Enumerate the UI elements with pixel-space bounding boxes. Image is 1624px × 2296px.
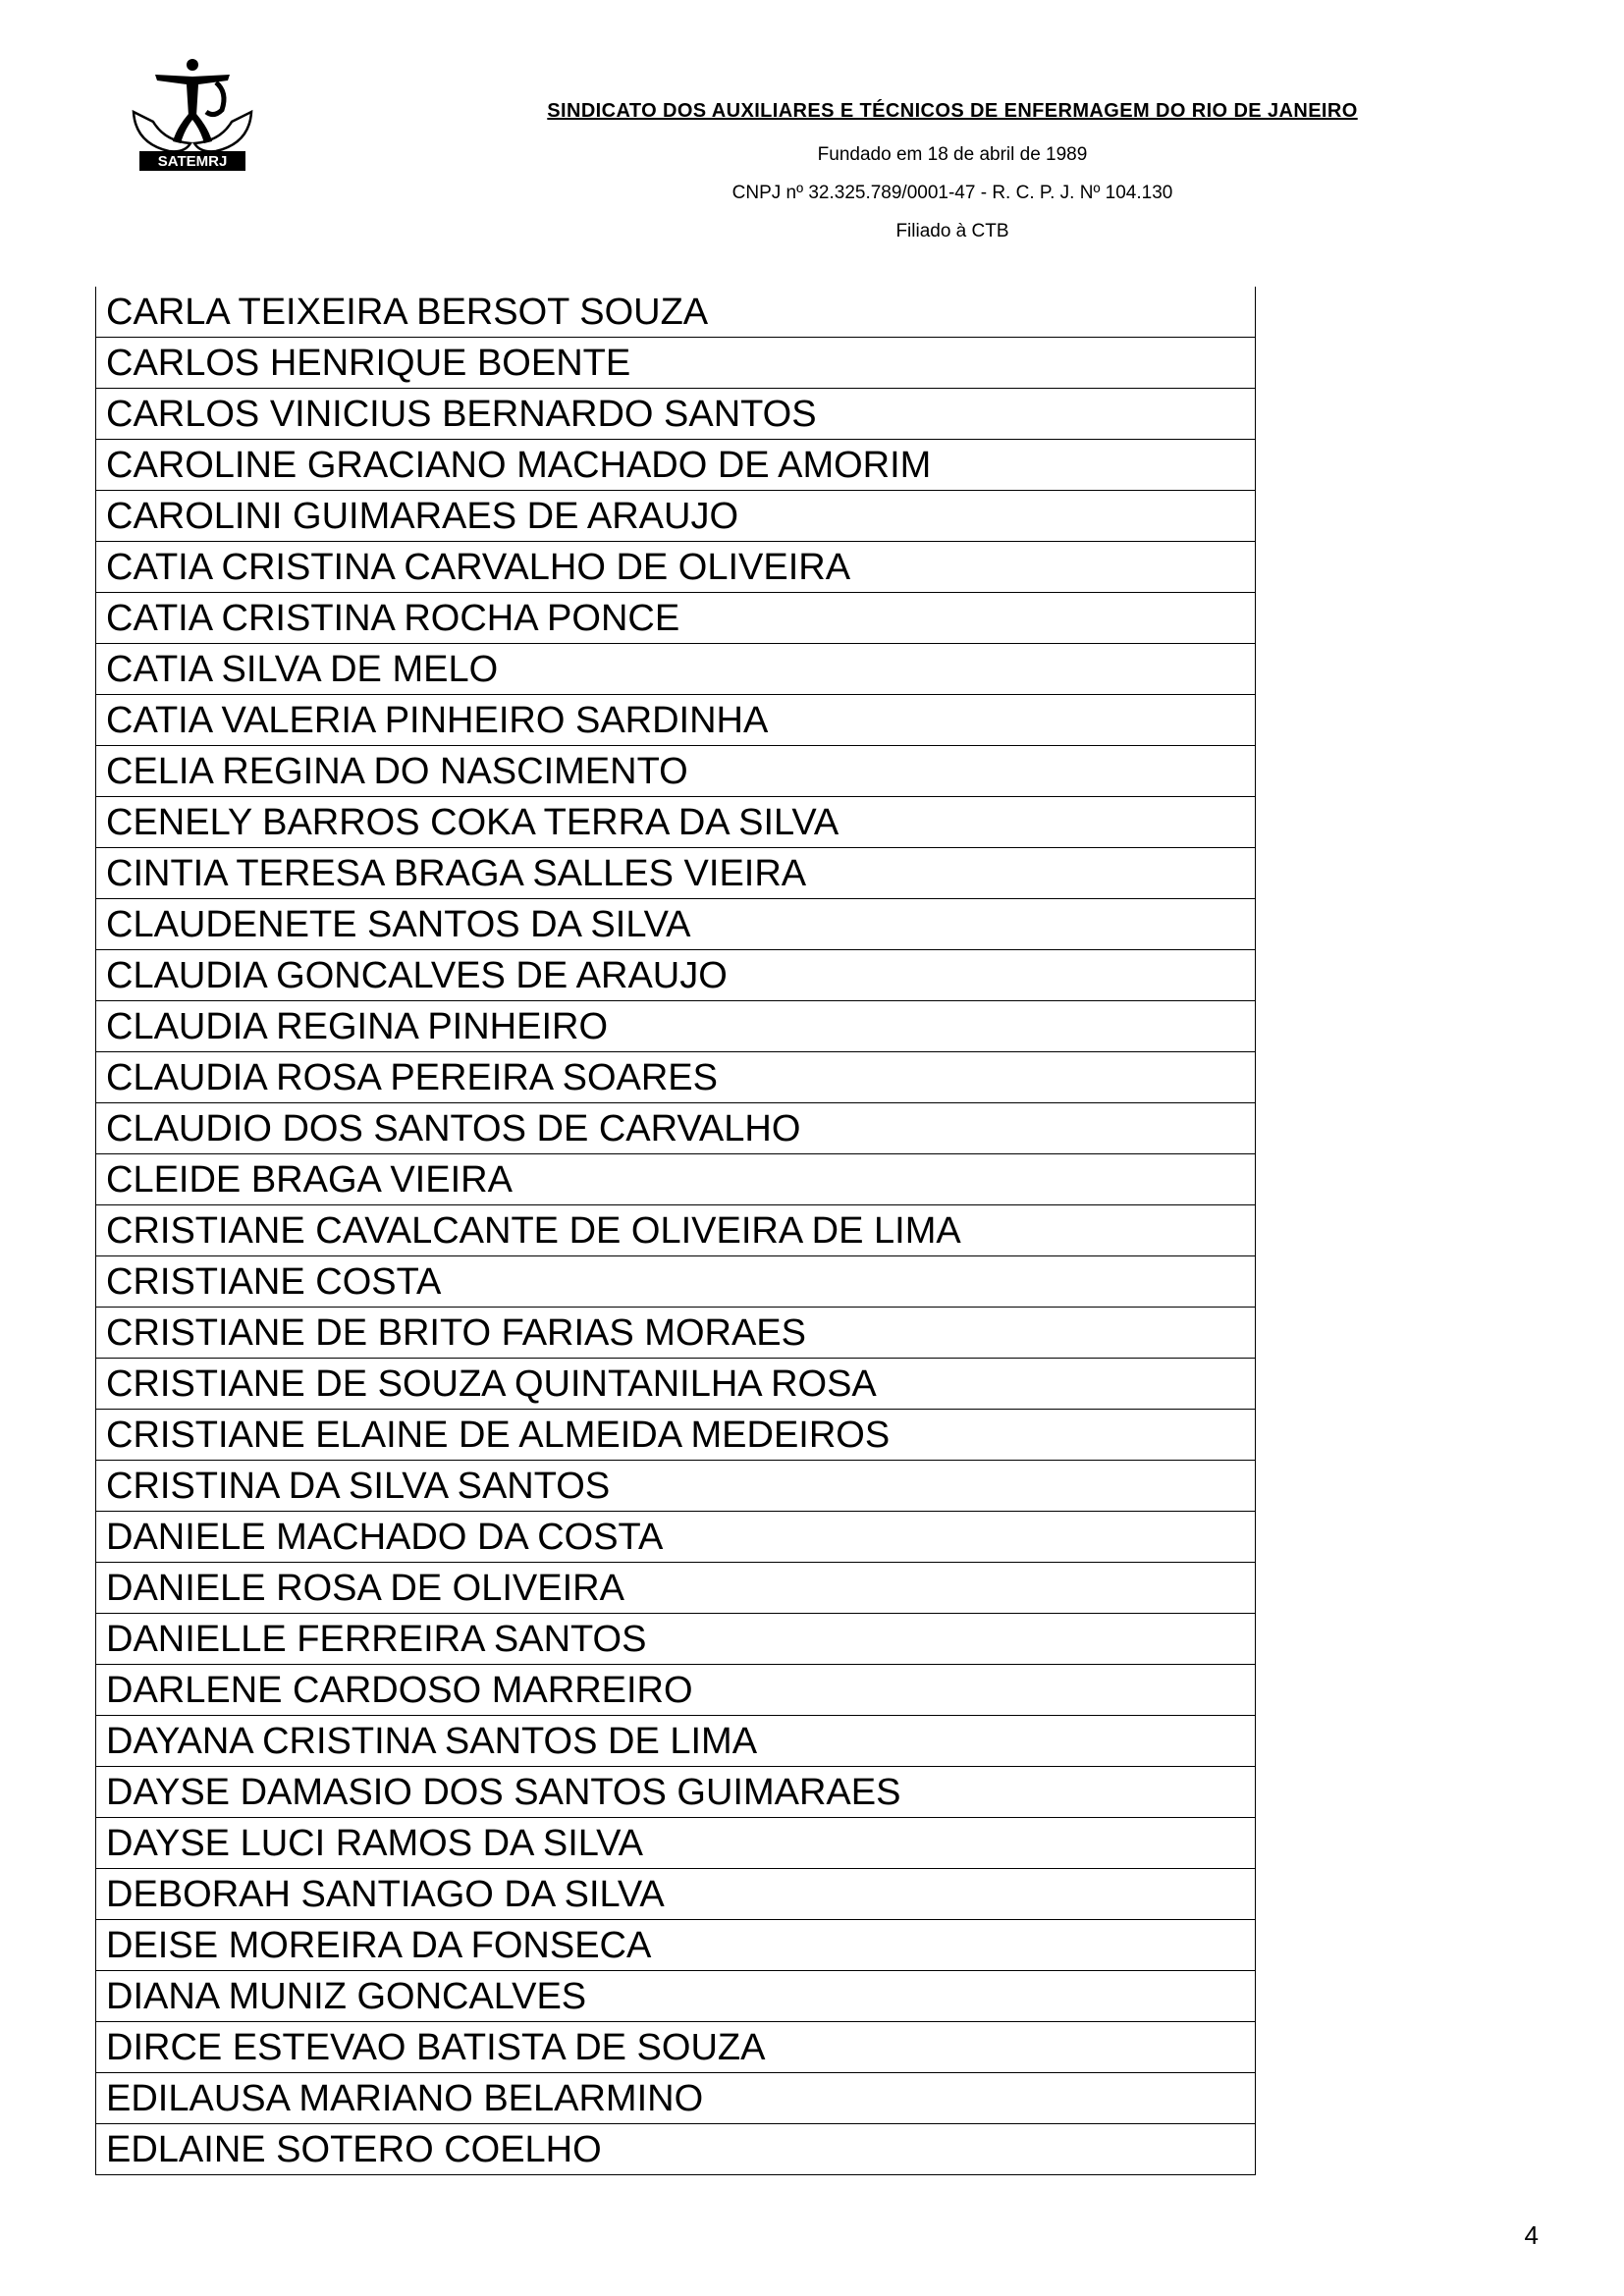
name-cell: DANIELE ROSA DE OLIVEIRA — [96, 1563, 1256, 1614]
table-row — [96, 1461, 1256, 1512]
name-cell: CRISTIANE DE BRITO FARIAS MORAES — [96, 1308, 1256, 1359]
table-row — [96, 1971, 1256, 2022]
table-row — [96, 644, 1256, 695]
table-row — [96, 593, 1256, 644]
table-row — [96, 1920, 1256, 1971]
table-row — [96, 1512, 1256, 1563]
name-cell: DIRCE ESTEVAO BATISTA DE SOUZA — [96, 2022, 1256, 2073]
name-cell: DAYSE LUCI RAMOS DA SILVA — [96, 1818, 1256, 1869]
table-row — [96, 2073, 1256, 2124]
table-row — [96, 1767, 1256, 1818]
table-row — [96, 1359, 1256, 1410]
table-row — [96, 440, 1256, 491]
table-row — [96, 1563, 1256, 1614]
name-cell: CRISTIANE ELAINE DE ALMEIDA MEDEIROS — [96, 1410, 1256, 1461]
name-cell: CLAUDIO DOS SANTOS DE CARVALHO — [96, 1103, 1256, 1154]
table-row — [96, 848, 1256, 899]
name-cell: CLAUDIA ROSA PEREIRA SOARES — [96, 1052, 1256, 1103]
table-row — [96, 1818, 1256, 1869]
table-row — [96, 1665, 1256, 1716]
name-cell: CAROLINE GRACIANO MACHADO DE AMORIM — [96, 440, 1256, 491]
table-row — [96, 695, 1256, 746]
satemrj-logo — [126, 53, 259, 173]
table-row — [96, 1614, 1256, 1665]
founded-date: Fundado em 18 de abril de 1989 — [817, 144, 1088, 165]
name-cell: CRISTIANE COSTA — [96, 1256, 1256, 1308]
name-cell: CLAUDENETE SANTOS DA SILVA — [96, 899, 1256, 950]
name-cell: CELIA REGINA DO NASCIMENTO — [96, 746, 1256, 797]
name-cell: CAROLINI GUIMARAES DE ARAUJO — [96, 491, 1256, 542]
document-header — [412, 96, 1492, 250]
table-row — [96, 1308, 1256, 1359]
table-row — [96, 1716, 1256, 1767]
table-row — [96, 338, 1256, 389]
name-cell: CARLOS VINICIUS BERNARDO SANTOS — [96, 389, 1256, 440]
name-cell: DAYANA CRISTINA SANTOS DE LIMA — [96, 1716, 1256, 1767]
table-row — [96, 2022, 1256, 2073]
name-cell: CATIA VALERIA PINHEIRO SARDINHA — [96, 695, 1256, 746]
name-cell: CARLOS HENRIQUE BOENTE — [96, 338, 1256, 389]
logo-label: SATEMRJ — [157, 153, 228, 170]
name-cell: DAYSE DAMASIO DOS SANTOS GUIMARAES — [96, 1767, 1256, 1818]
name-cell: DEBORAH SANTIAGO DA SILVA — [96, 1869, 1256, 1920]
name-cell: CENELY BARROS COKA TERRA DA SILVA — [96, 797, 1256, 848]
name-cell: DEISE MOREIRA DA FONSECA — [96, 1920, 1256, 1971]
name-cell: DANIELE MACHADO DA COSTA — [96, 1512, 1256, 1563]
table-row — [96, 1001, 1256, 1052]
name-cell: DARLENE CARDOSO MARREIRO — [96, 1665, 1256, 1716]
affiliation: Filiado à CTB — [895, 221, 1009, 241]
name-cell: CATIA CRISTINA ROCHA PONCE — [96, 593, 1256, 644]
table-row — [96, 2124, 1256, 2175]
registration-info: CNPJ nº 32.325.789/0001-47 - R. C. P. J. Nº 104.130 — [731, 183, 1173, 203]
name-cell: EDLAINE SOTERO COELHO — [96, 2124, 1256, 2175]
table-row — [96, 1052, 1256, 1103]
name-cell: CINTIA TERESA BRAGA SALLES VIEIRA — [96, 848, 1256, 899]
table-row — [96, 1154, 1256, 1205]
names-table — [95, 287, 1256, 2175]
table-row — [96, 1103, 1256, 1154]
name-cell: CLAUDIA REGINA PINHEIRO — [96, 1001, 1256, 1052]
name-cell: DIANA MUNIZ GONCALVES — [96, 1971, 1256, 2022]
table-row — [96, 542, 1256, 593]
name-cell: CATIA SILVA DE MELO — [96, 644, 1256, 695]
table-row — [96, 389, 1256, 440]
table-row — [96, 1205, 1256, 1256]
table-row — [96, 950, 1256, 1001]
name-cell: DANIELLE FERREIRA SANTOS — [96, 1614, 1256, 1665]
organization-name: SINDICATO DOS AUXILIARES E TÉCNICOS DE ENFERMAGEM DO RIO DE JANEIRO — [547, 100, 1358, 122]
name-cell: CARLA TEIXEIRA BERSOT SOUZA — [96, 287, 1256, 338]
name-cell: CATIA CRISTINA CARVALHO DE OLIVEIRA — [96, 542, 1256, 593]
page-number: 4 — [1524, 2220, 1539, 2250]
name-cell: EDILAUSA MARIANO BELARMINO — [96, 2073, 1256, 2124]
table-row — [96, 287, 1256, 338]
table-row — [96, 491, 1256, 542]
name-cell: CRISTIANE DE SOUZA QUINTANILHA ROSA — [96, 1359, 1256, 1410]
table-row — [96, 746, 1256, 797]
table-row — [96, 1410, 1256, 1461]
table-row — [96, 1256, 1256, 1308]
table-row — [96, 797, 1256, 848]
table-row — [96, 899, 1256, 950]
table-row — [96, 1869, 1256, 1920]
name-cell: CLEIDE BRAGA VIEIRA — [96, 1154, 1256, 1205]
name-cell: CRISTINA DA SILVA SANTOS — [96, 1461, 1256, 1512]
name-cell: CLAUDIA GONCALVES DE ARAUJO — [96, 950, 1256, 1001]
names-table-body — [96, 287, 1256, 2175]
name-cell: CRISTIANE CAVALCANTE DE OLIVEIRA DE LIMA — [96, 1205, 1256, 1256]
